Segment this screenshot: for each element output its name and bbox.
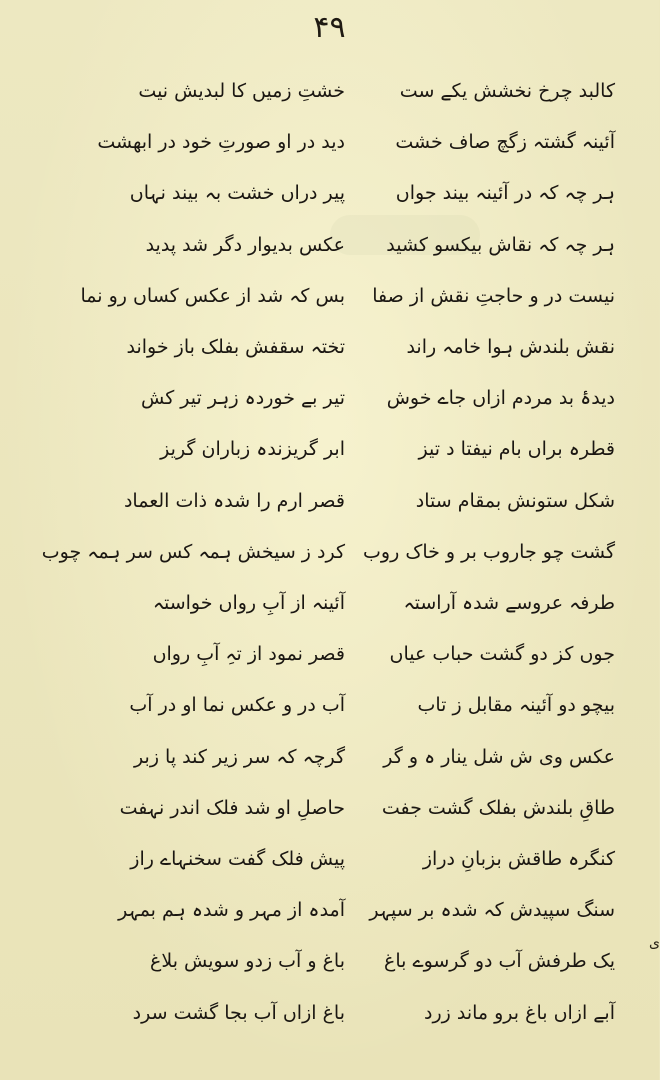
couplet-row xyxy=(85,375,615,421)
couplet-row xyxy=(85,222,615,268)
misra-first: بیچو دو آئینہ مقابل ز تاب xyxy=(417,694,615,717)
misra-first: نقش بلندش ہوا خامہ راند xyxy=(406,336,615,358)
misra-second: کرد ز سیخش ہمہ کس سر ہمہ چوب xyxy=(41,540,345,563)
misra-first: کالبد چرخ نخشش یکے ست xyxy=(399,80,615,102)
misra-first: جوں کز دو گشت حباب عیاں xyxy=(389,643,615,666)
misra-second: بس کہ شد از عکس کساں رو نما xyxy=(80,284,345,307)
couplet-row xyxy=(85,990,615,1036)
couplet-row xyxy=(85,119,615,165)
misra-second: باغ و آب زدو سویش بلاغ xyxy=(150,950,345,973)
couplet-row xyxy=(85,170,615,216)
page-number: ۴۹ xyxy=(313,10,346,45)
misra-first: سنگ سپیدش کہ شدہ بر سپہر xyxy=(369,899,615,922)
misra-first: قطرہ براں بام نیفتا د تیز xyxy=(418,438,615,461)
misra-first: یک طرفش آب دو گرسوے باغ xyxy=(383,950,615,973)
misra-second: ابر گریزندہ زباران گریز xyxy=(160,438,345,461)
couplet-row xyxy=(85,836,615,882)
misra-first: آئینہ گشتہ زگچ صاف خشت xyxy=(395,131,615,154)
misra-second: آمدہ از مہر و شدہ ہم بمہر xyxy=(118,899,345,922)
misra-first: کنگرہ طاقش بزبانِ دراز xyxy=(422,848,615,870)
couplet-row xyxy=(85,734,615,780)
couplet-row xyxy=(85,478,615,524)
misra-first: گشت چو جاروب بر و خاک روب xyxy=(363,540,615,563)
misra-second: آب در و عکس نما او در آب xyxy=(129,694,345,717)
misra-second: قصر ارم را شدہ ذات العماد xyxy=(123,489,345,512)
misra-first: عکس وی ش شل ینار ہ و گر xyxy=(383,745,615,768)
couplet-list xyxy=(41,68,615,1048)
couplet-row xyxy=(85,887,615,933)
couplet-row xyxy=(41,529,615,575)
couplet-row xyxy=(85,324,615,370)
misra-first: آبے ازاں باغ برو ماند زرد xyxy=(424,1001,615,1024)
misra-second: گرچہ کہ سر زیر کند پا زبر xyxy=(134,745,345,768)
couplet-row xyxy=(85,785,615,831)
misra-second: پیش فلک گفت سخنہاے راز xyxy=(130,848,345,870)
couplet-row xyxy=(85,631,615,677)
couplet-row xyxy=(85,682,615,728)
misra-first: شکل ستونش بمقام ستاد xyxy=(415,489,615,512)
margin-fragment: ی xyxy=(649,935,660,951)
misra-second: عکس بدیوار دگر شد پدید xyxy=(145,233,345,256)
misra-second: قصر نمود از تہِ آبِ رواں xyxy=(152,643,345,666)
couplet-row xyxy=(85,938,615,984)
misra-second: پیر دراں خشت بہ بیند نہاں xyxy=(129,182,345,205)
couplet-row xyxy=(85,426,615,472)
couplet-row xyxy=(85,68,615,114)
misra-first: طاقِ بلندش بفلک گشت جفت xyxy=(381,796,615,819)
misra-second: باغ ازاں آب بجا گشت سرد xyxy=(132,1001,345,1024)
misra-second: تختہ سقفش بفلک باز خواند xyxy=(126,336,345,358)
misra-first: نیست در و حاجتِ نقش از صفا xyxy=(372,284,615,307)
misra-first: دیدۂ بد مردم ازاں جاے خوش xyxy=(386,387,615,410)
misra-second: تیر بے خوردہ زہر تیر کش xyxy=(140,387,345,410)
couplet-row xyxy=(85,580,615,626)
misra-second: آئینہ از آبِ رواں خواستہ xyxy=(152,592,345,614)
misra-first: ہر چہ کہ نقاش بیکسو کشید xyxy=(386,233,615,256)
misra-second: دید در او صورتِ خود در ابهشت xyxy=(97,131,345,154)
misra-first: ہر چہ کہ در آئینہ بیند جواں xyxy=(395,182,615,205)
misra-second: خشتِ زمیں کا لبدیش نیت xyxy=(138,80,345,102)
misra-first: طرفہ عروسے شدہ آراستہ xyxy=(403,592,615,614)
couplet-row xyxy=(80,273,615,319)
misra-second: حاصلِ او شد فلک اندر نہفت xyxy=(119,796,345,819)
